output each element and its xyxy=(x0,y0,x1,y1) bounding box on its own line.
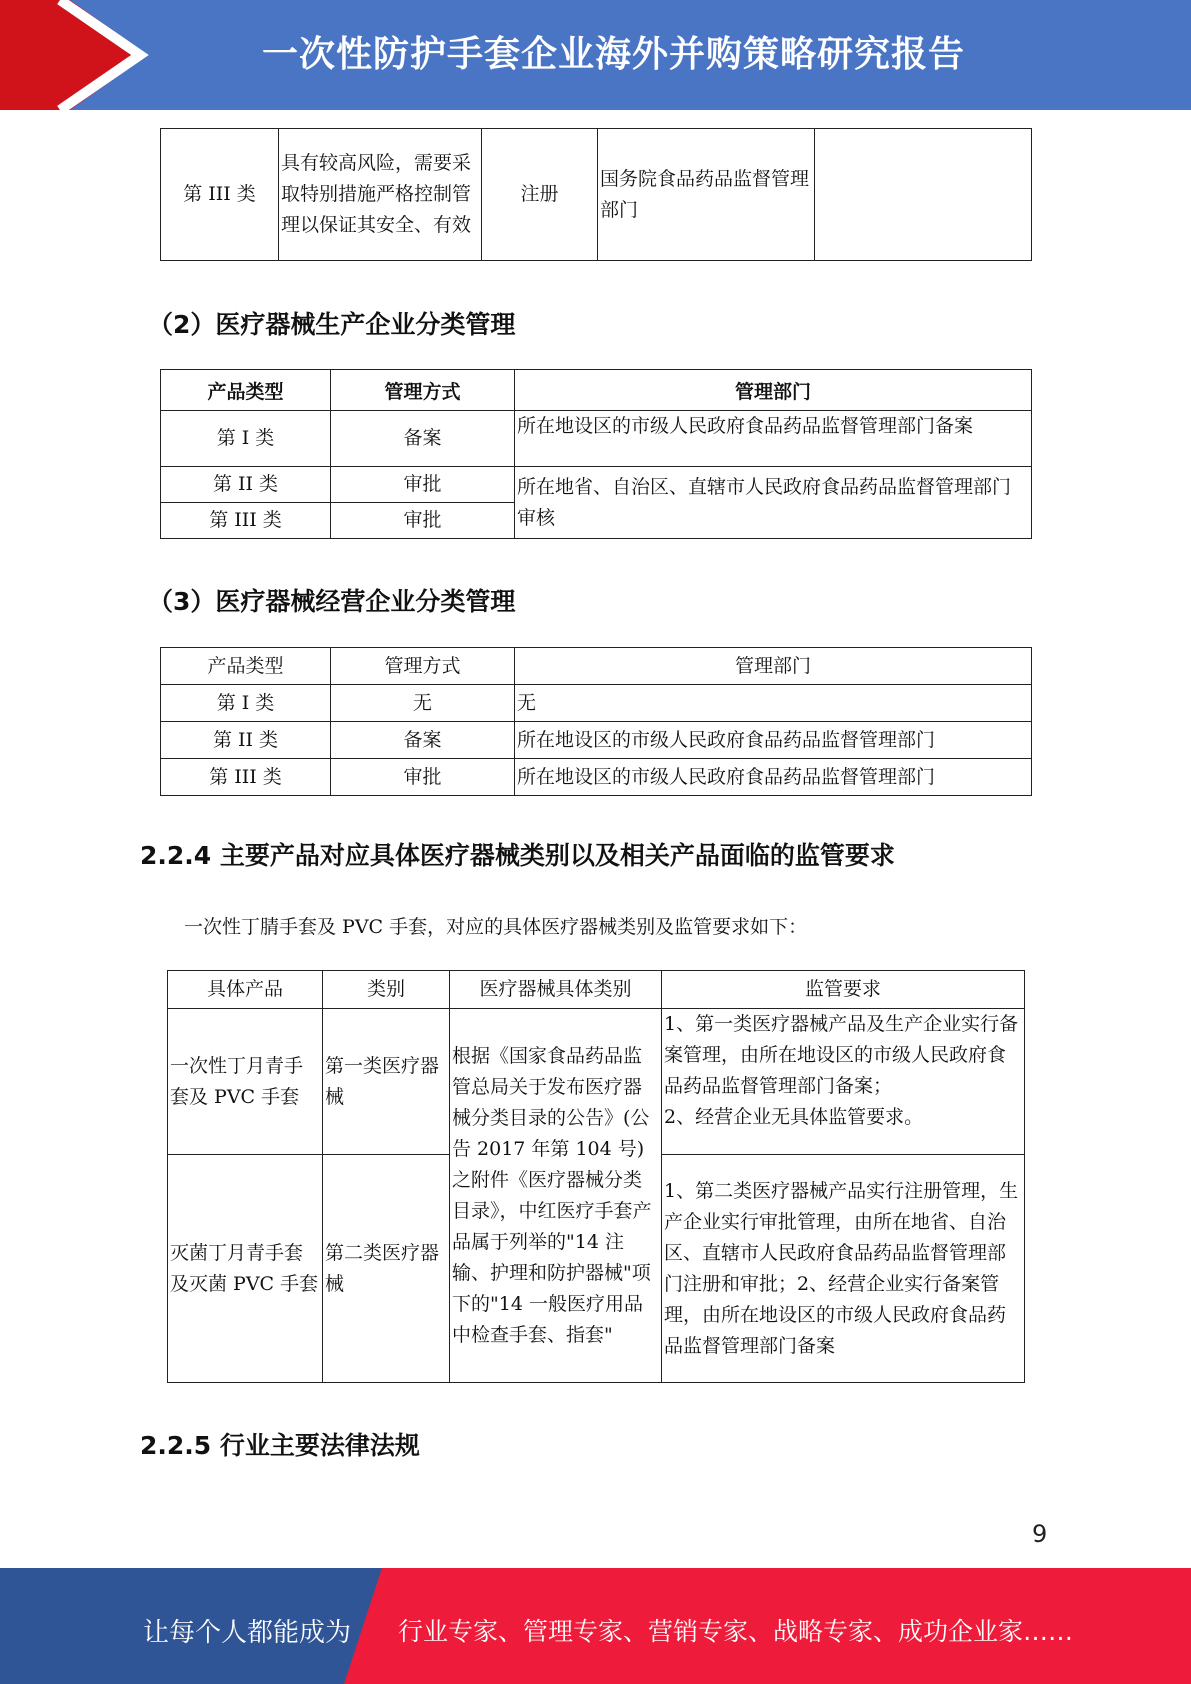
report-title: 一次性防护手套企业海外并购策略研究报告 xyxy=(262,34,966,75)
management-dept-cell: 所在地设区的市级人民政府食品药品监督管理部门 xyxy=(515,759,1032,796)
product-regulation-table xyxy=(167,970,1025,1383)
product-type-cell: 第 III 类 xyxy=(161,129,279,261)
section-heading-224: 2.2.4 主要产品对应具体医疗器械类别以及相关产品面临的监管要求 xyxy=(140,841,895,870)
risk-description-cell: 具有较高风险，需要采取特别措施严格控制管理以保证其安全、有效 xyxy=(279,129,482,261)
col-header-product-type: 产品类型 xyxy=(161,370,331,411)
table-row xyxy=(168,1009,1025,1155)
intro-paragraph: 一次性丁腈手套及 PVC 手套，对应的具体医疗器械类别及监管要求如下： xyxy=(184,916,808,938)
management-method-cell: 审批 xyxy=(331,759,515,796)
requirement-cell: 1、第二类医疗器械产品实行注册管理，生产企业实行审批管理，由所在地省、自治区、直辖市人民政府食品药品监督管理部门注册和审批；2、经营企业实行备案管理，由所在地设区的市级人民政府食品药品监督管理部门备案 xyxy=(662,1155,1025,1383)
management-method-cell: 备案 xyxy=(331,411,515,467)
col-header-product: 具体产品 xyxy=(168,971,323,1009)
footer-slogan-right: 行业专家、管理专家、营销专家、战略专家、成功企业家…… xyxy=(398,1617,1074,1646)
col-header-dept: 管理部门 xyxy=(515,648,1032,685)
management-method-cell: 无 xyxy=(331,685,515,722)
merged-class-cell: 根据《国家食品药品监管总局关于发布医疗器械分类目录的公告》(公告 2017 年第 104 号)之附件《医疗器械分类目录》，中红医疗手套产品属于列举的"14 注输、护理和防护器械"项下的"14 一般医疗用品中检查手套、指套" xyxy=(450,1009,662,1383)
management-dept-cell: 所在地设区的市级人民政府食品药品监督管理部门备案 xyxy=(515,411,1032,467)
table-header-row xyxy=(168,971,1025,1009)
table-header-row xyxy=(161,648,1032,685)
merged-dept-cell: 所在地省、自治区、直辖市人民政府食品药品监督管理部门审核 xyxy=(515,467,1032,539)
page-number: 9 xyxy=(1032,1520,1048,1548)
table-row xyxy=(161,685,1032,722)
category-cell: 第一类医疗器械 xyxy=(323,1009,450,1155)
classification-table-continued xyxy=(160,128,1032,261)
table-row xyxy=(161,722,1032,759)
product-type-cell: 第 II 类 xyxy=(161,722,331,759)
category-cell: 第二类医疗器械 xyxy=(323,1155,450,1383)
table-row xyxy=(161,467,1032,503)
management-dept-cell: 无 xyxy=(515,685,1032,722)
col-header-product-type: 产品类型 xyxy=(161,648,331,685)
section-heading-production: （2）医疗器械生产企业分类管理 xyxy=(148,310,516,339)
footer-slogan-left: 让每个人都能成为 xyxy=(143,1618,352,1648)
col-header-method: 管理方式 xyxy=(331,648,515,685)
product-cell: 灭菌丁月青手套及灭菌 PVC 手套 xyxy=(168,1155,323,1383)
col-header-requirement: 监管要求 xyxy=(662,971,1025,1009)
product-type-cell: 第 I 类 xyxy=(161,411,331,467)
table-row xyxy=(161,129,1032,261)
table-row xyxy=(161,759,1032,796)
product-type-cell: 第 I 类 xyxy=(161,685,331,722)
table-header-row xyxy=(161,370,1032,411)
production-management-table xyxy=(160,369,1032,539)
page-footer xyxy=(0,1568,1191,1684)
product-type-cell: 第 II 类 xyxy=(161,467,331,503)
management-method-cell: 审批 xyxy=(331,503,515,539)
col-header-method: 管理方式 xyxy=(331,370,515,411)
table-row xyxy=(161,411,1032,467)
requirement-cell: 1、第一类医疗器械产品及生产企业实行备案管理，由所在地设区的市级人民政府食品药品监督管理部门备案； 2、经营企业无具体监管要求。 xyxy=(662,1009,1025,1155)
page-header xyxy=(0,0,1191,110)
product-cell: 一次性丁月青手套及 PVC 手套 xyxy=(168,1009,323,1155)
col-header-category: 类别 xyxy=(323,971,450,1009)
management-method-cell: 备案 xyxy=(331,722,515,759)
management-method-cell: 审批 xyxy=(331,467,515,503)
col-header-specific-class: 医疗器械具体类别 xyxy=(450,971,662,1009)
section-heading-225: 2.2.5 行业主要法律法规 xyxy=(140,1431,420,1460)
empty-cell xyxy=(815,129,1032,261)
management-dept-cell: 国务院食品药品监督管理部门 xyxy=(598,129,815,261)
product-type-cell: 第 III 类 xyxy=(161,759,331,796)
section-heading-operation: （3）医疗器械经营企业分类管理 xyxy=(148,587,516,616)
management-method-cell: 注册 xyxy=(482,129,598,261)
col-header-dept: 管理部门 xyxy=(515,370,1032,411)
product-type-cell: 第 III 类 xyxy=(161,503,331,539)
management-dept-cell: 所在地设区的市级人民政府食品药品监督管理部门 xyxy=(515,722,1032,759)
operation-management-table xyxy=(160,647,1032,796)
